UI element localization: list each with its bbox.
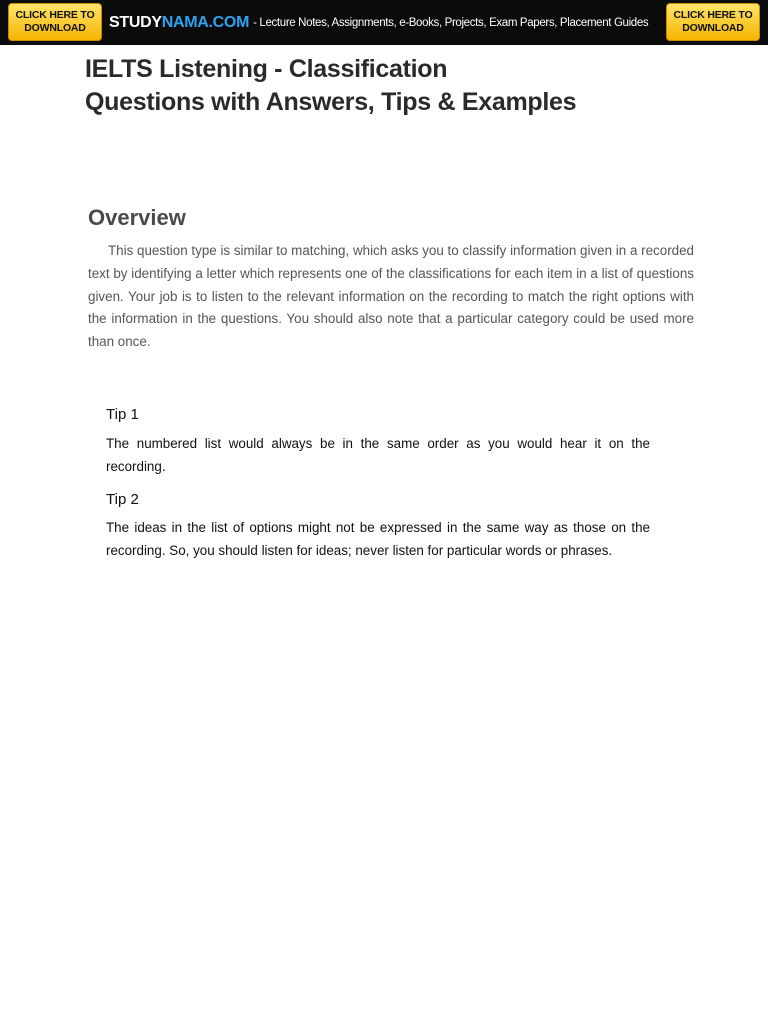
tip-1-text: The numbered list would always be in the same order as you would hear it on the recording. [106,436,650,474]
overview-heading: Overview [88,205,186,230]
brand-bar[interactable] [109,0,648,45]
download-button-left-line2: DOWNLOAD [24,22,86,34]
tip-2-heading: Tip 2 [106,491,139,508]
document-title-line2: Questions with Answers, Tips & Examples [85,88,577,116]
tip-1-heading: Tip 1 [106,406,139,423]
tip-2-text: The ideas in the list of options might not be expressed in the same way as those on the recording. So, you should listen for ideas; never listen for particular words or phrases. [106,520,650,558]
download-button-right-line1: CLICK HERE TO [673,9,753,21]
brand-logo-nama: NAMA.COM [161,13,250,31]
download-button-left[interactable] [8,3,102,41]
top-banner [0,0,768,45]
download-button-left-line1: CLICK HERE TO [15,9,95,21]
brand-logo-study: STUDY [109,13,162,31]
document-title [85,53,725,119]
document-title-line1: IELTS Listening - Classification [85,55,448,83]
download-button-right-line2: DOWNLOAD [682,22,744,34]
overview-paragraph: This question type is similar to matching, which asks you to classify information given in a recorded text by identifying a letter which represents one of the classifications for each item in a list of questions given. Your job is to listen to the relevant information on the recording to match the right options with the information in the questions. You should also note that a particular category could be used more than once. [88,243,694,350]
brand-tagline: - Lecture Notes, Assignments, e-Books, Projects, Exam Papers, Placement Guides [253,16,649,29]
download-button-right[interactable] [666,3,760,41]
